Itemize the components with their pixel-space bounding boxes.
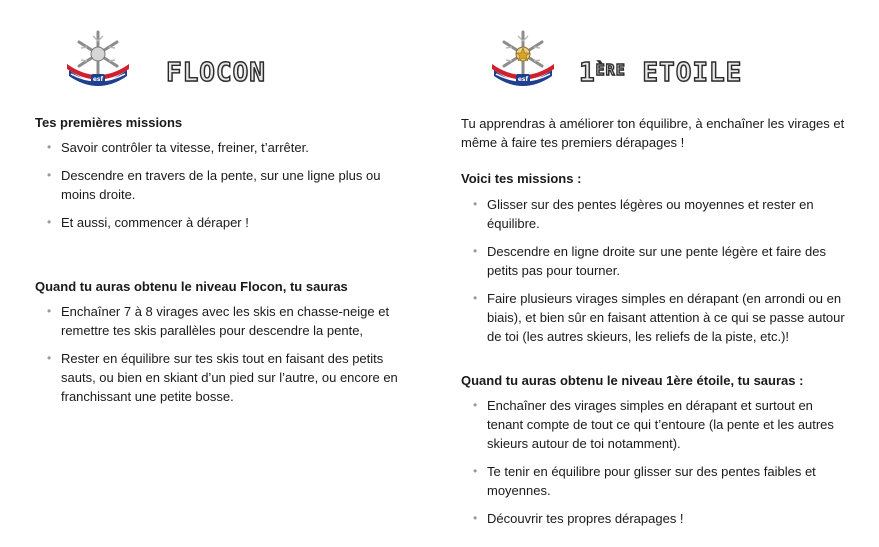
flocon-skills-section — [35, 278, 415, 406]
list-item: • Enchaîner des virages simples en dérapant et surtout en tenant compte de tout ce qui t’entoure (la pente et les autres skieurs autour de toi notamment). — [461, 396, 846, 453]
svg-text:esf: esf — [517, 76, 529, 83]
title-number: 1 — [579, 58, 596, 88]
title-word: ETOILE — [625, 58, 743, 88]
list-item: • Découvrir tes propres dérapages ! — [461, 509, 846, 528]
flocon-missions-section — [35, 114, 415, 232]
premiere-etoile-column — [461, 0, 846, 526]
premiere-etoile-skills-heading: Quand tu auras obtenu le niveau 1ère étoile, tu sauras : — [461, 373, 804, 388]
list-item: • Faire plusieurs virages simples en dérapant (en arrondi ou en biais), et bien sûr en faisant attention à ce qui se passe autour de toi (les autres skieurs, les reliefs de la piste, etc.)! — [461, 289, 846, 346]
list-item: • Descendre en ligne droite sur une pente légère et faire des petits pas pour tourner. — [461, 242, 846, 280]
esf-snowflake-logo-icon — [488, 28, 558, 90]
flocon-title: FLOCON — [166, 58, 266, 88]
flocon-skills-heading: Quand tu auras obtenu le niveau Flocon, tu sauras — [35, 279, 348, 294]
premiere-etoile-missions-list — [461, 195, 846, 346]
flocon-skills-list — [35, 302, 415, 406]
list-item: • Te tenir en équilibre pour glisser sur des pentes faibles et moyennes. — [461, 462, 846, 500]
list-item: • Descendre en travers de la pente, sur une ligne plus ou moins droite. — [35, 166, 415, 204]
premiere-etoile-title — [579, 58, 742, 88]
svg-text:esf: esf — [92, 76, 104, 83]
esf-snowflake-logo-icon — [63, 28, 133, 90]
list-item: • Enchaîner 7 à 8 virages avec les skis en chasse-neige et remettre tes skis parallèles pour descendre la pente, — [35, 302, 415, 340]
premiere-etoile-skills-list — [461, 396, 846, 528]
flocon-column — [35, 0, 415, 404]
list-item: • Savoir contrôler ta vitesse, freiner, t’arrêter. — [35, 138, 415, 157]
premiere-etoile-missions-heading: Voici tes missions : — [461, 171, 582, 186]
list-item: • Glisser sur des pentes légères ou moyennes et rester en équilibre. — [461, 195, 846, 233]
premiere-etoile-skills-section — [461, 372, 846, 528]
flocon-missions-list — [35, 138, 415, 232]
premiere-etoile-header — [461, 0, 846, 100]
title-ordinal: ÈRE — [595, 61, 626, 79]
list-item: • Et aussi, commencer à déraper ! — [35, 213, 415, 232]
flocon-missions-heading: Tes premières missions — [35, 115, 183, 130]
premiere-etoile-intro: Tu apprendras à améliorer ton équilibre, à enchaîner les virages et même à faire tes premiers dérapages ! — [461, 116, 845, 150]
flocon-header — [35, 0, 415, 100]
list-item: • Rester en équilibre sur tes skis tout en faisant des petits sauts, ou bien en skiant d’un pied sur l’autre, ou encore en franchissant une petite bosse. — [35, 349, 415, 406]
premiere-etoile-missions-section — [461, 170, 846, 346]
